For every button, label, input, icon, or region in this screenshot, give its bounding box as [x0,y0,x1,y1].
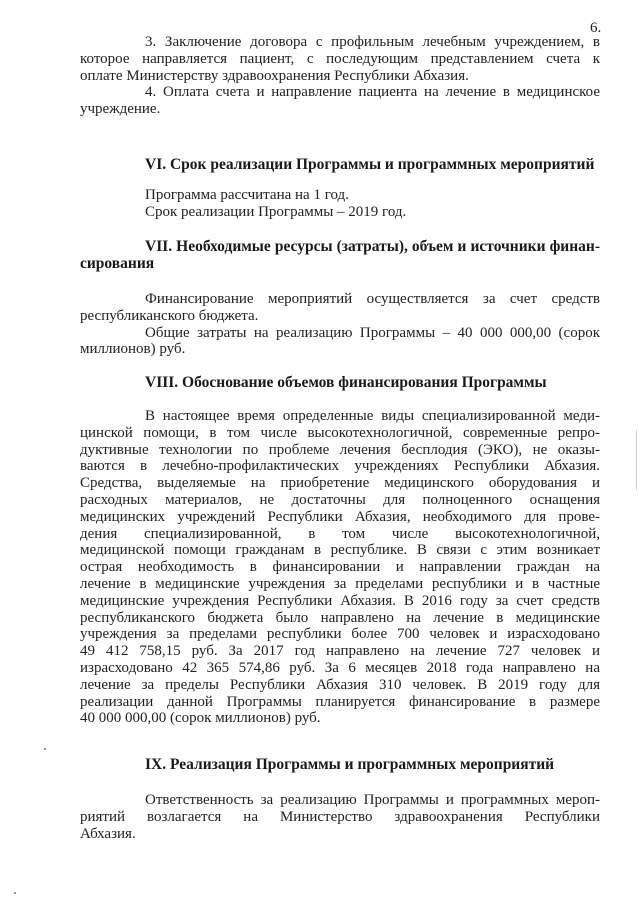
text-line: 4. Оплата счета и направление пациента на лечение в медицинское [145,84,600,101]
text-line: Ответственность за реализацию Программы и программных мероп- [145,792,600,808]
heading-text: VIII. Обоснование объемов финансирования Программы [145,374,547,391]
scan-speck [44,748,46,750]
paragraph-step-3 [80,34,600,118]
text-line: реализации данной Программы планируется финансирование в размере [80,693,600,710]
text-line: цинской помощи, в том числе высокотехнологичной, современные репро- [80,424,600,441]
text-line: учреждение. [80,101,161,118]
text-line: миллионов) руб. [80,341,186,358]
page-number: 6. [590,20,602,36]
heading-text: VI. Срок реализации Программы и программных мероприятий [145,156,595,173]
text-line: дения специализированной, в том числе высокотехнологичной, [80,525,600,542]
text-line: Абхазия. [80,825,136,842]
section-vii-heading [80,239,600,273]
text-line: ваются в лечебно-профилактических учреждениях Республики Абхазия. [80,458,600,475]
heading-text: сирования [80,254,155,272]
text-line: 40 000 000,00 (сорок миллионов) руб. [80,710,321,727]
section-vii-body [80,291,600,358]
scan-edge-mark [636,430,637,490]
heading-text: VII. Необходимые ресурсы (затраты), объем и источники финан- [145,238,600,255]
text-line: лечение в медицинские учреждения за пределами республики и в частные [80,575,600,592]
text-line: израсходовано 42 365 574,86 руб. За 6 месяцев 2018 года направлено на [80,659,600,676]
text-line: которое направляется пациент, с последующим представлением счета к [80,50,600,67]
text-line: лечение за пределы Республики Абхазия 310 человек. В 2019 году для [80,676,600,693]
section-ix-body [80,792,600,842]
text-line: острая необходимость в финансировании и направлении граждан на [80,559,600,576]
text-line: риятий возлагается на Министерство здравоохранения Республики [80,808,600,825]
section-vi-heading [80,157,600,174]
text-line: Средства, выделяемые на приобретение медицинского оборудования и [80,475,600,492]
heading-text: IX. Реализация Программы и программных мероприятий [145,756,555,773]
text-line: Программа рассчитана на 1 год. [145,187,349,203]
text-line: медицинской помощи гражданам в республике. В связи с этим возникает [80,542,600,559]
text-line: расходных материалов, не достаточны для полноценного оснащения [80,491,600,508]
scan-speck [14,892,16,894]
text-line: 49 412 758,15 руб. За 2017 год направлено на лечение 727 человек и [80,643,600,660]
text-line: Финансирование мероприятий осуществляется за счет средств [145,291,600,307]
text-line: оплате Министерству здравоохранения Республики Абхазия. [80,67,469,84]
text-line: медицинские учреждения Республики Абхазия. В 2016 году за счет средств [80,592,600,609]
text-line: Срок реализации Программы – 2019 год. [145,203,407,220]
section-vi-body [80,187,600,221]
text-line: учреждения за пределами республики более 700 человек и израсходовано [80,626,600,643]
text-line: 3. Заключение договора с профильным лечебным учреждением, в [145,34,600,50]
text-line: медицинских учреждений Республики Абхазия, необходимого для прове- [80,508,600,525]
text-line: республиканского бюджета было направлено на лечение в медицинские [80,609,600,626]
section-ix-heading [80,757,600,774]
text-line: республиканского бюджета. [80,307,259,324]
section-viii-body [80,408,600,727]
text-line: В настоящее время определенные виды специализированной меди- [145,408,600,424]
text-line: дуктивные технологии по проблеме лечения бесплодия (ЭКО), не оказы- [80,441,600,458]
section-viii-heading [80,375,600,392]
text-line: Общие затраты на реализацию Программы – 40 000 000,00 (сорок [145,324,600,341]
